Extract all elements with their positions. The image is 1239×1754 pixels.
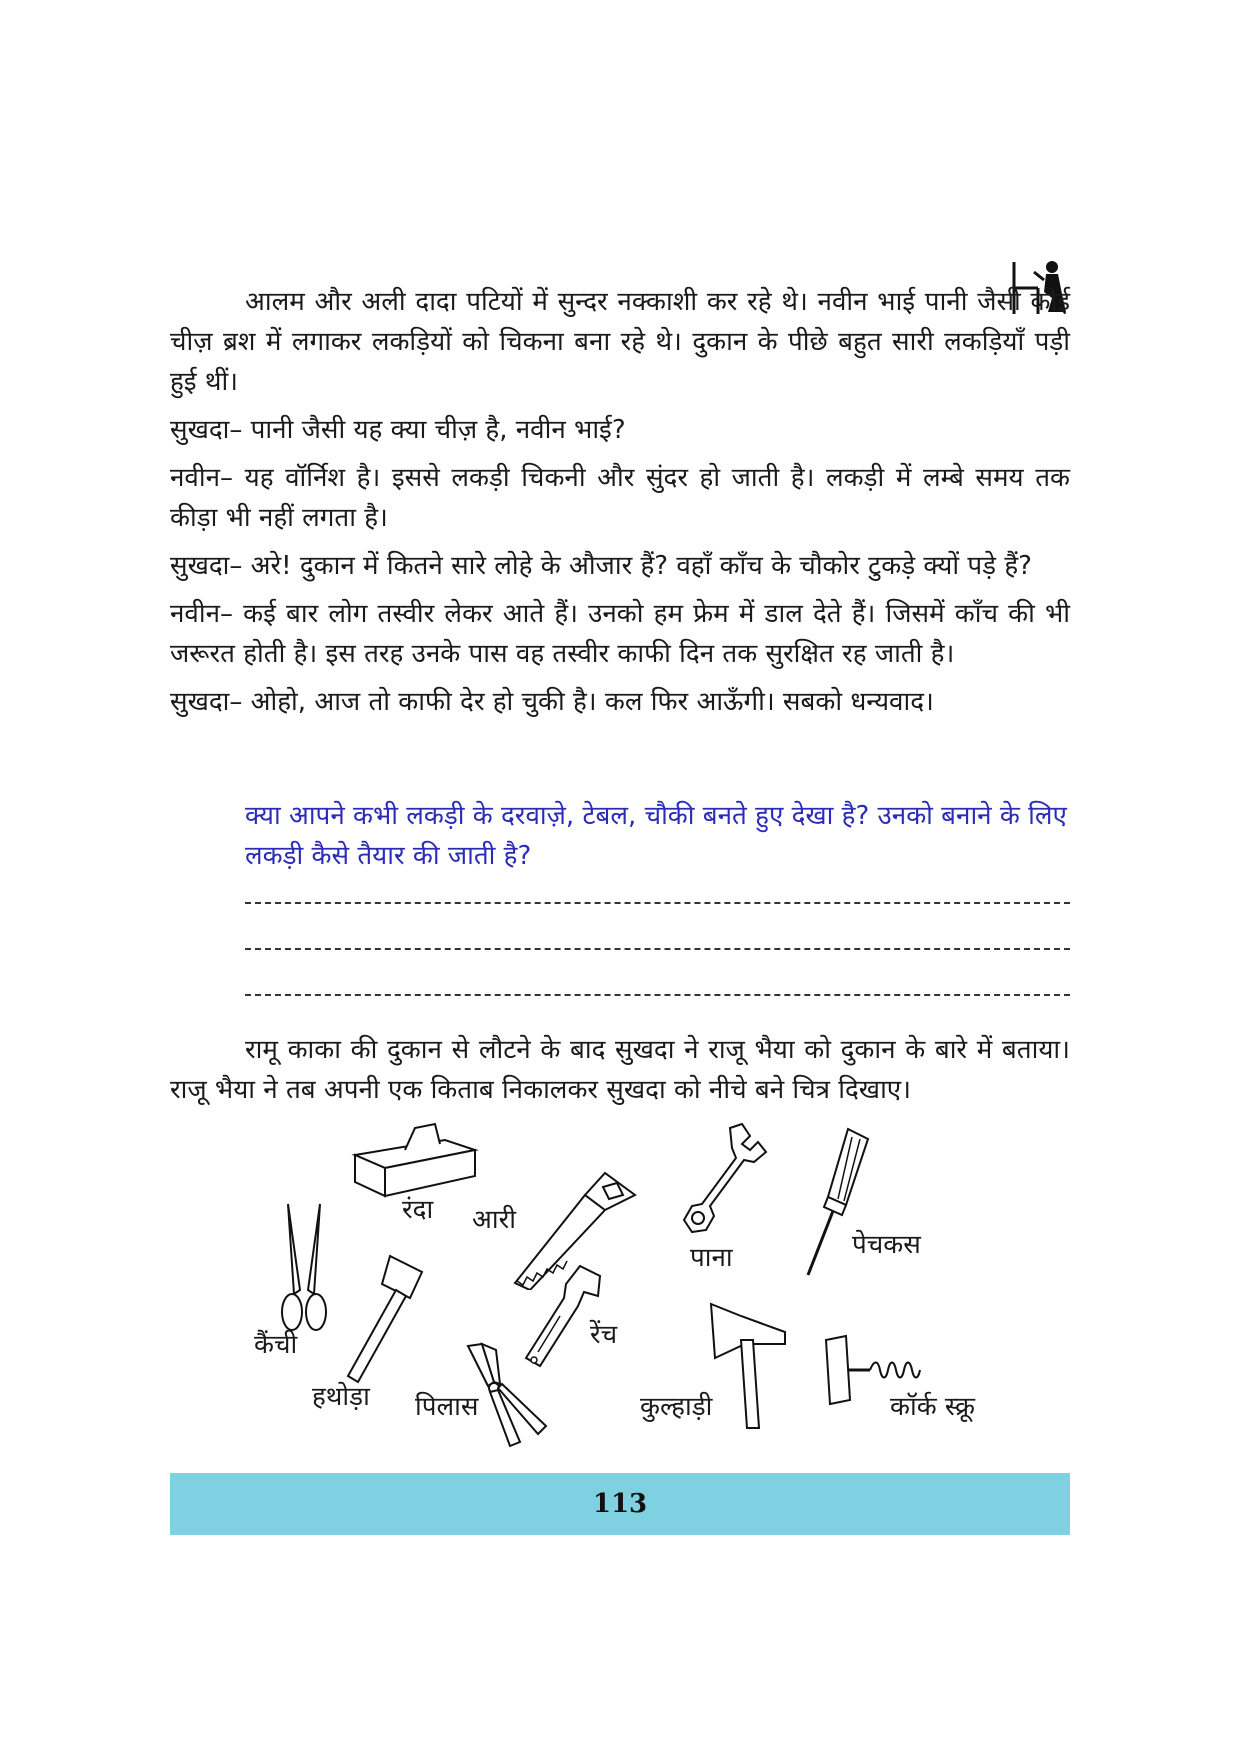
tool-label-rench: रेंच xyxy=(590,1320,618,1350)
answer-line[interactable] xyxy=(245,994,1070,996)
tool-label-randa: रंदा xyxy=(402,1195,434,1225)
dialogue-line: सुखदा– पानी जैसी यह क्या चीज़ है, नवीन भाई? xyxy=(170,415,626,445)
spanner-icon xyxy=(680,1120,770,1240)
dialogue-line: सुखदा– ओहो, आज तो काफी देर हो चुकी है। कल फिर आऊँगी। सबको धन्यवाद। xyxy=(170,687,934,717)
exercise-question: क्या आपने कभी लकड़ी के दरवाज़े, टेबल, चौकी बनते हुए देखा है? उनको बनाने के लिए लकड़ी कैसे तैयार की जाती है? xyxy=(245,801,1067,871)
tool-label-aari: आरी xyxy=(472,1205,516,1235)
dialogue-line: सुखदा– अरे! दुकान में कितने सारे लोहे के औजार हैं? वहाँ काँच के चौकोर टुकड़े क्यों पड़े हैं? xyxy=(170,551,1032,581)
tools-illustration xyxy=(240,1120,1060,1460)
tool-label-hathoda: हथोड़ा xyxy=(312,1382,370,1412)
hammer-icon xyxy=(340,1250,435,1390)
closing-section xyxy=(170,1030,1070,1110)
screwdriver-icon xyxy=(788,1125,878,1285)
dialogue-line: नवीन– यह वॉर्निश है। इससे लकड़ी चिकनी और सुंदर हो जाती है। लकड़ी में लम्बे समय तक कीड़ा भी नहीं लगता है। xyxy=(170,463,1070,533)
plane-tool-icon xyxy=(345,1120,485,1205)
tool-label-kainchi: कैंची xyxy=(254,1330,298,1360)
wrench-icon xyxy=(520,1262,610,1372)
axe-icon xyxy=(705,1298,795,1433)
footer-bar xyxy=(170,1473,1070,1535)
closing-paragraph: रामू काका की दुकान से लौटने के बाद सुखदा ने राजू भैया को दुकान के बारे में बताया। राजू भैया ने तब अपनी एक किताब निकालकर सुखदा को नीचे बने चित्र दिखाए। xyxy=(170,1035,1070,1105)
page-number: 113 xyxy=(592,1489,648,1519)
answer-line[interactable] xyxy=(245,948,1070,950)
dialogue-section xyxy=(170,282,1070,730)
dialogue-line: नवीन– कई बार लोग तस्वीर लेकर आते हैं। उनको हम फ्रेम में डाल देते हैं। जिसमें काँच की भी जरूरत होती है। इस तरह उनके पास वह तस्वीर काफी दिन तक सुरक्षित रह जाती है। xyxy=(170,599,1070,669)
scissors-icon xyxy=(270,1200,340,1350)
tool-label-paana: पाना xyxy=(690,1243,733,1273)
intro-paragraph: आलम और अली दादा पटियों में सुन्दर नक्काशी कर रहे थे। नवीन भाई पानी जैसी कोई चीज़ ब्रश में लगाकर लकड़ियों को चिकना बना रहे थे। दुकान के पीछे बहुत सारी लकड़ियाँ पड़ी हुई थीं। xyxy=(170,287,1070,397)
tool-label-pechkas: पेचकस xyxy=(852,1230,921,1260)
tool-label-pilaas: पिलास xyxy=(415,1392,479,1422)
tool-label-cork-screw: कॉर्क स्क्रू xyxy=(890,1392,976,1422)
tool-label-kulhadi: कुल्हाड़ी xyxy=(640,1392,713,1422)
answer-line[interactable] xyxy=(245,902,1070,904)
